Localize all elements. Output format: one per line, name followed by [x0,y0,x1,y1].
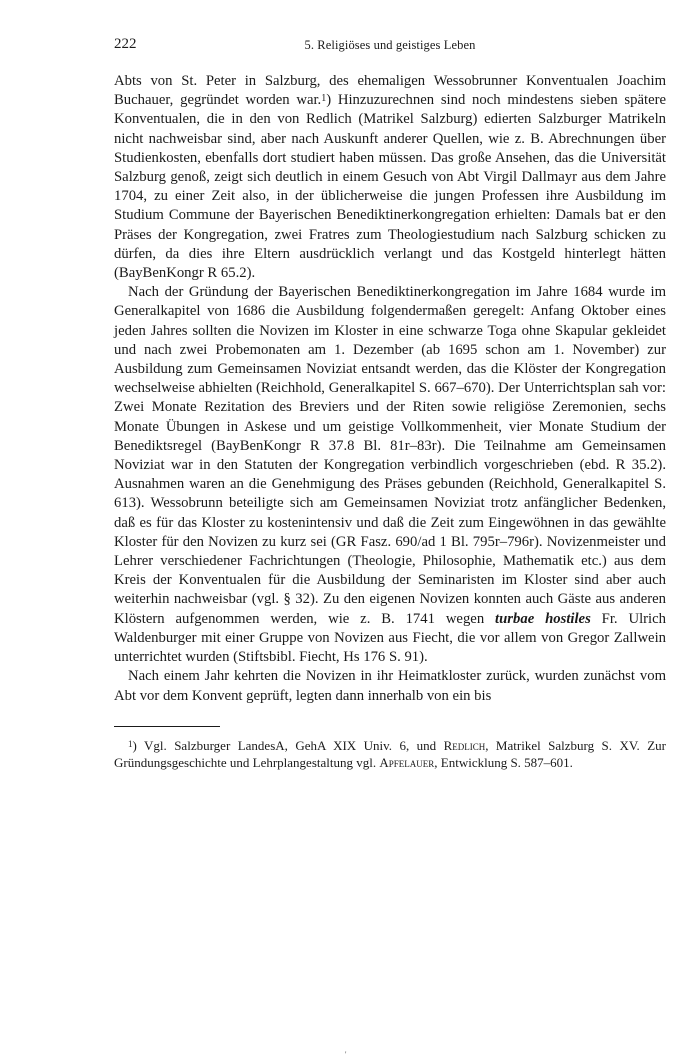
paragraph-text: Nach einem Jahr kehrten die Novizen in ihr Heimatkloster zurück, wurden zunächst vom Abt vor dem Konvent geprüft, legten dann innerhalb von ein bis [114,668,666,704]
running-head: 5. Religiöses und geistiges Leben [304,38,476,52]
page-number: 222 [114,36,137,52]
footnote-reference: 1 [321,93,327,105]
paragraph [114,72,666,283]
paragraph-text: Abts von St. Peter in Salzburg, des ehemaligen Wessobrunner Konventualen Joachim Buchauer, gegründet worden war. [114,73,666,109]
emphasized-phrase: turbae hostiles [495,610,591,627]
print-mark: ' [345,1050,347,1059]
footnote-mark: 1 [128,738,133,749]
author-name: Redlich [443,737,486,753]
footnote-text: ) Vgl. Salzburger LandesA, GehA XIX Univ. 6, und [132,737,437,753]
footnote-divider [114,726,220,727]
paragraph-text: ) Hinzuzurechnen sind noch mindestens sieben spätere Konventualen, die in den von Redlich (Matrikel Salzburg) edierten Salzburger Matrikeln nicht nachweisbar sind, aber nach Auskunft anderer Quellen, wie z. B. Abrechnungen über Studienkosten, ebenfalls dort studiert haben müssen. Das große Ansehen, das die Universität Salzburg genoß, zeigt sich deutlich in einem Gesuch von Abt Virgil Dallmayr aus dem Jahre 1704, zu einer Zeit also, in der üblicherweise die jungen Professen ihre Ausbildung im Studium Commune der Bayerischen Benediktinerkongregation erhielten: Damals bat er den Präses der Kongregation, zwei Fratres zum Theologiestudium nach Salzburg schicken zu dürfen, da dies ihre Eltern ausdrücklich verlangt und das Kostgeld hinterlegt hätten (BayBenKongr R 65.2). [114,92,667,282]
author-name: Apfelauer [379,754,435,770]
book-page [114,36,666,771]
paragraph [114,667,666,705]
paragraph [114,283,666,667]
page-header [114,36,666,58]
footnote-text: , Entwicklung S. 587–601. [434,754,573,770]
paragraph-text: Nach der Gründung der Bayerischen Benediktinerkongregation im Jahre 1684 wurde im Generalkapitel von 1686 die Ausbildung folgendermaßen geregelt: Anfang Oktober eines jeden Jahres sollten die Novizen im Kloster in eine schwarze Toga ohne Skapular gekleidet und nach zwei Probemonaten am 1. Dezember (ab 1695 schon am 1. November) zur Ausbildung zum Gemeinsamen Noviziat entsandt werden, das die Klöster der Kongregation wechselweise abhielten (Reichhold, Generalkapitel S. 667–670). Der Unterrichtsplan sah vor: Zwei Monate Rezitation des Breviers und der Riten sowie religiöse Zeremonien, sechs Monate Übungen in Askese und um geistige Vollkommenheit, vier Monate Studium der Benediktsregel (BayBenKongr R 37.8 Bl. 81r–83r). Die Teilnahme am Gemeinsamen Noviziat war in den Statuten der Kongregation verbindlich vorgeschrieben (ebd. R 35.2). Ausnahmen waren an die Genehmigung des Präses gebunden (Reichhold, Generalkapitel S. 613). Wessobrunn beteiligte sich am Gemeinsamen Noviziat trotz anfänglicher Bedenken, daß es für das Kloster zu kostenintensiv und daß die Zeit zum Eingewöhnen in das gewählte Kloster für den Novizen zu kurz sei (GR Fasz. 690/ad 1 Bl. 795r–796r). Novizenmeister und Lehrer verschiedener Fachrichtungen (Theologie, Philosophie, Mathematik etc.) aus dem Kreis der Konventualen für die Ausbildung der Seminaristen im Kloster sind aber auch weiterhin nachweisbar (vgl. § 32). Zu den eigenen Novizen konnten auch Gäste aus anderen Klöstern aufgenommen werden, wie z. B. 1741 wegen [114,284,666,627]
footnote-text: , Matrikel Salzburg S. XV. Zur Gründungsgeschichte und Lehrplangestaltung vgl. [114,737,666,770]
body-text [114,72,666,706]
paragraph-text: Fr. Ulrich Waldenburger mit einer Gruppe von Novizen aus Fiecht, die vor allem von Gregor Zallwein unterrichtet wurden (Stiftsbibl. Fiecht, Hs 176 S. 91). [114,610,666,666]
footnote [114,737,666,771]
